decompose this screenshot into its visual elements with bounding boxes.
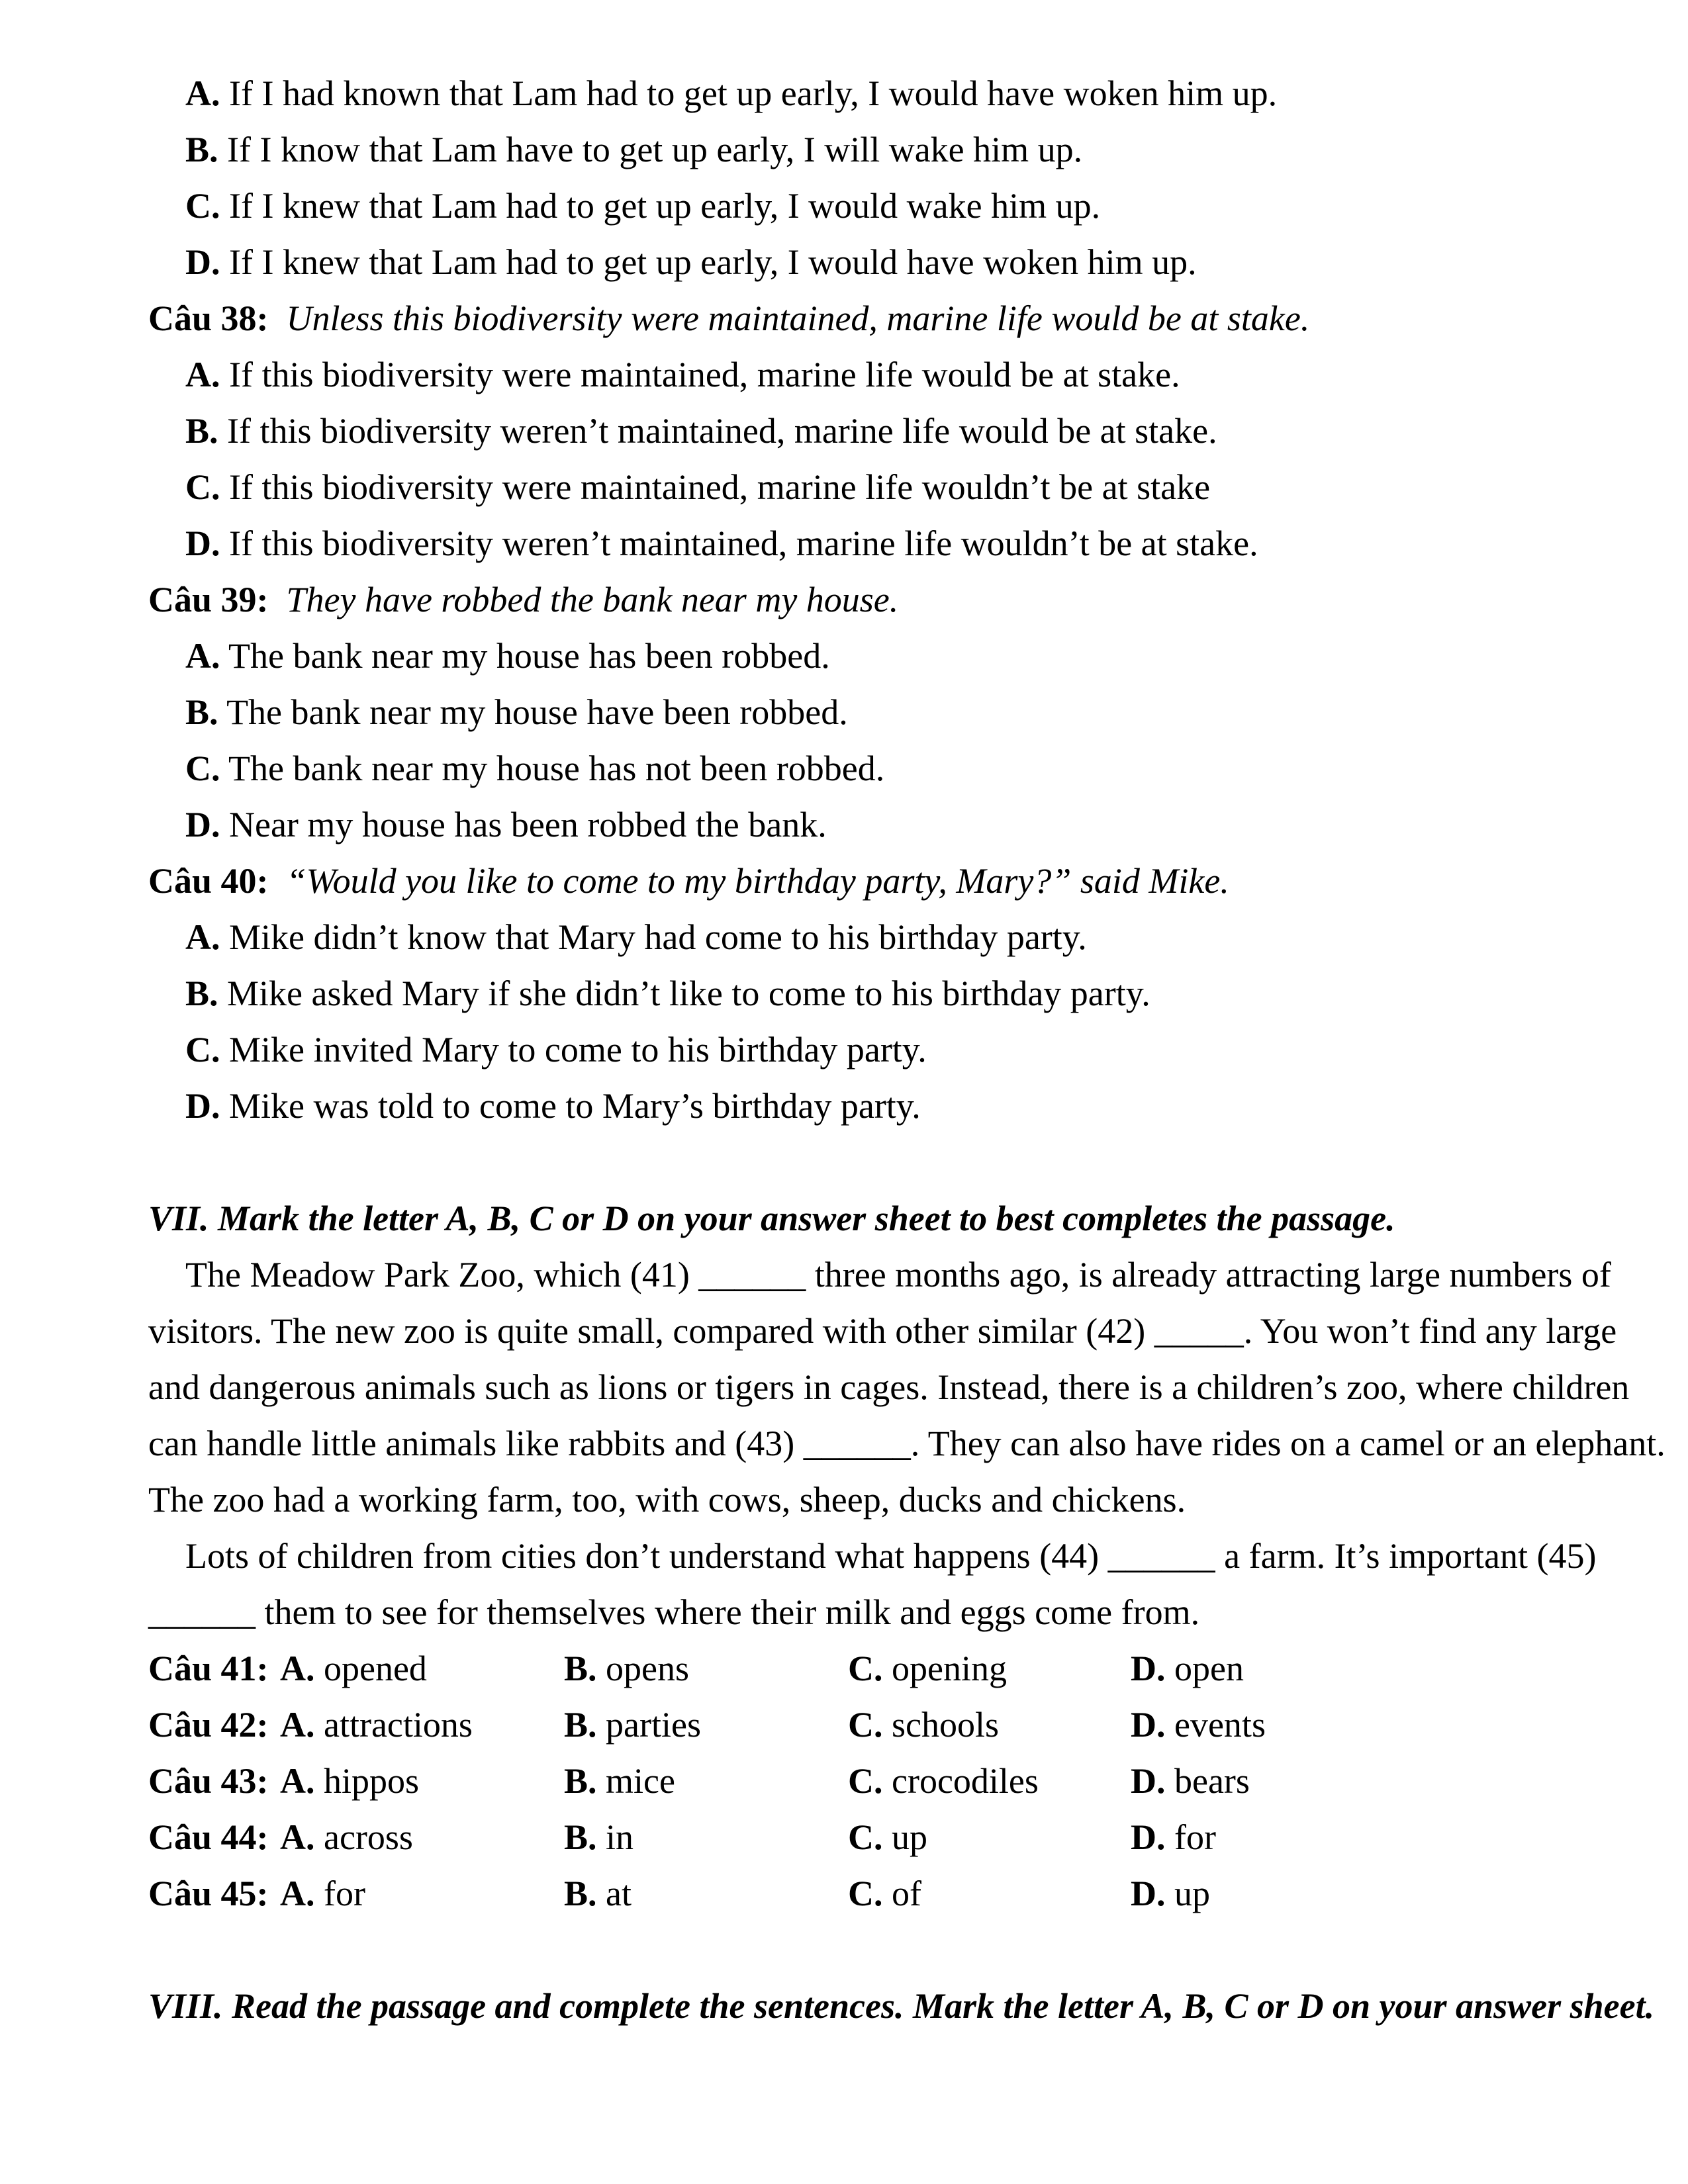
option-line [0,1078,1688,1134]
option-letter: B. [564,1761,597,1801]
option-text: crocodiles [892,1761,1039,1801]
option-letter: D. [185,1086,220,1126]
option-text: If this biodiversity weren’t maintained, marine life wouldn’t be at stake. [229,523,1258,563]
option-letter: D. [185,805,220,844]
answer-option [1131,1753,1250,1809]
option-text: for [1174,1817,1216,1857]
option-text: opens [606,1649,690,1688]
option-letter: A. [280,1817,315,1857]
question-label: Câu 42: [148,1705,269,1745]
option-letter: B. [564,1817,597,1857]
document-page [0,66,1688,2034]
option-line [0,459,1688,516]
answer-row [0,1697,1688,1753]
option-text: If this biodiversity were maintained, marine life wouldn’t be at stake [229,467,1211,507]
question-line [0,853,1688,909]
question-label: Câu 41: [148,1649,269,1688]
section-8-heading: VIII. Read the passage and complete the sentences. Mark the letter A, B, C or D on your answer sheet. [148,1986,1655,2026]
option-line [0,1022,1688,1078]
option-text: opened [324,1649,427,1688]
option-letter: C. [848,1705,883,1745]
option-letter: C. [185,186,220,226]
answer-option [1131,1866,1210,1922]
option-letter: B. [185,130,218,169]
option-text: The bank near my house has not been robbed. [228,749,885,788]
option-text: hippos [324,1761,420,1801]
answer-row [0,1866,1688,1922]
option-text: schools [892,1705,999,1745]
option-letter: C. [185,1030,220,1069]
option-letter: B. [564,1874,597,1913]
option-text: The bank near my house have been robbed. [226,692,848,732]
passage-line-row [0,1472,1688,1528]
option-letter: C. [848,1649,883,1688]
option-letter: D. [1131,1649,1166,1688]
option-letter: A. [280,1705,315,1745]
option-letter: D. [1131,1817,1166,1857]
passage-line: ______ them to see for themselves where their milk and eggs come from. [148,1592,1200,1632]
option-text: open [1174,1649,1244,1688]
option-text: for [324,1874,365,1913]
option-text: bears [1174,1761,1250,1801]
option-letter: D. [1131,1761,1166,1801]
answer-row [0,1809,1688,1866]
answer-grid [0,1641,1688,1922]
option-text: If this biodiversity weren’t maintained, marine life would be at stake. [227,411,1217,451]
option-line [0,966,1688,1022]
option-letter: A. [280,1761,315,1801]
option-text: Mike asked Mary if she didn’t like to come to his birthday party. [227,974,1150,1013]
option-37d [0,234,1688,291]
option-text: in [606,1817,634,1857]
question-label: Câu 38: [148,298,269,338]
option-37a [0,66,1688,122]
answer-option [280,1697,473,1753]
option-text: Near my house has been robbed the bank. [229,805,827,844]
option-line [0,797,1688,853]
passage-line-row [0,1359,1688,1416]
option-letter: B. [564,1705,597,1745]
answer-option [848,1697,999,1753]
option-text: parties [606,1705,701,1745]
option-line [0,684,1688,741]
answer-option [280,1809,413,1866]
answer-option [848,1641,1007,1697]
option-letter: C. [185,749,220,788]
answer-row [0,1753,1688,1809]
option-letter: A. [185,73,220,113]
option-text: If I knew that Lam had to get up early, I would have woken him up. [229,242,1197,282]
option-letter: D. [1131,1705,1166,1745]
passage [0,1247,1688,1641]
answer-option [564,1866,632,1922]
question-list [0,291,1688,1134]
option-text: at [606,1874,632,1913]
passage-line: and dangerous animals such as lions or tigers in cages. Instead, there is a children’s zoo, where children [148,1367,1630,1407]
option-text: up [892,1817,927,1857]
option-letter: A. [280,1649,315,1688]
option-line [0,403,1688,459]
option-letter: D. [1131,1874,1166,1913]
option-text: up [1174,1874,1210,1913]
option-37c [0,178,1688,234]
passage-line-row [0,1416,1688,1472]
option-text: The bank near my house has been robbed. [228,636,830,676]
answer-option [564,1697,701,1753]
question-line [0,572,1688,628]
section-7-heading: VII. Mark the letter A, B, C or D on your answer sheet to best completes the passage. [148,1199,1395,1238]
option-37b [0,122,1688,178]
option-line [0,516,1688,572]
option-text: events [1174,1705,1266,1745]
option-line [0,628,1688,684]
option-letter: A. [185,355,220,394]
passage-line: The zoo had a working farm, too, with cows, sheep, ducks and chickens. [148,1480,1186,1520]
option-letter: B. [185,974,218,1013]
option-text: If this biodiversity were maintained, marine life would be at stake. [229,355,1180,394]
answer-option [1131,1809,1216,1866]
option-letter: B. [564,1649,597,1688]
option-letter: B. [185,692,218,732]
option-text: Mike was told to come to Mary’s birthday party. [229,1086,921,1126]
answer-option [1131,1641,1244,1697]
passage-line: can handle little animals like rabbits and (43) ______. They can also have rides on a camel or an elephant. [148,1424,1665,1463]
option-letter: C. [185,467,220,507]
option-text: Mike invited Mary to come to his birthday party. [229,1030,927,1069]
spacer [0,1922,1688,1978]
option-text: If I knew that Lam had to get up early, I would wake him up. [229,186,1101,226]
answer-option [848,1809,927,1866]
option-text: of [892,1874,921,1913]
answer-option [280,1866,365,1922]
option-line [0,741,1688,797]
option-letter: D. [185,523,220,563]
option-letter: C. [848,1817,883,1857]
question-line [0,291,1688,347]
option-letter: C. [848,1874,883,1913]
answer-option [848,1753,1039,1809]
option-text: If I had known that Lam had to get up early, I would have woken him up. [229,73,1278,113]
answer-option [848,1866,921,1922]
answer-option [564,1809,633,1866]
option-letter: C. [848,1761,883,1801]
question-label: Câu 43: [148,1761,269,1801]
option-letter: D. [185,242,220,282]
option-text: Mike didn’t know that Mary had come to his birthday party. [229,917,1087,957]
option-letter: A. [185,636,220,676]
question-label: Câu 45: [148,1874,269,1913]
passage-line-row [0,1303,1688,1359]
option-letter: A. [280,1874,315,1913]
question-label: Câu 44: [148,1817,269,1857]
option-letter: A. [185,917,220,957]
spacer [0,1134,1688,1191]
answer-option [1131,1697,1266,1753]
question-prompt: “Would you like to come to my birthday party, Mary?” said Mike. [286,861,1229,901]
option-text: attractions [324,1705,473,1745]
passage-line: The Meadow Park Zoo, which (41) ______ three months ago, is already attracting large numbers of [185,1255,1611,1295]
answer-option [564,1641,689,1697]
option-text: If I know that Lam have to get up early, I will wake him up. [227,130,1083,169]
passage-line-row [0,1584,1688,1641]
question-label: Câu 40: [148,861,269,901]
passage-line-row [0,1247,1688,1303]
question-prompt: Unless this biodiversity were maintained, marine life would be at stake. [286,298,1310,338]
answer-option [280,1753,419,1809]
option-line [0,909,1688,966]
question-prompt: They have robbed the bank near my house. [286,580,899,619]
question-label: Câu 39: [148,580,269,619]
passage-line: Lots of children from cities don’t understand what happens (44) ______ a farm. It’s important (45) [185,1536,1597,1576]
answer-option [564,1753,675,1809]
option-letter: B. [185,411,218,451]
answer-option [280,1641,427,1697]
answer-row [0,1641,1688,1697]
passage-line: visitors. The new zoo is quite small, compared with other similar (42) _____. You won’t find any large [148,1311,1617,1351]
option-line [0,347,1688,403]
option-text: mice [606,1761,675,1801]
passage-line-row [0,1528,1688,1584]
option-text: across [324,1817,413,1857]
option-text: opening [892,1649,1007,1688]
